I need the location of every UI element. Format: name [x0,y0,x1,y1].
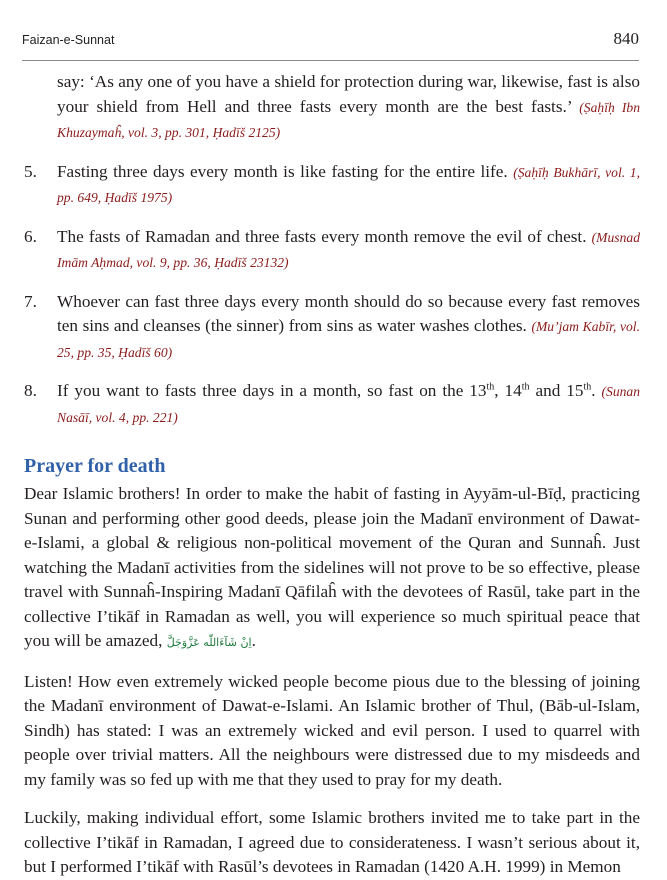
list-item [24,225,640,276]
list-text: Whoever can fast three days every month should do so because every fast removes ten sins and cleanses (the sinner) from sins as water washes clothes. [57,291,640,335]
list-text: If you want to fasts three days in a month, so fast on the 13 [57,381,487,400]
list-text: Fasting three days every month is like fasting for the entire life. [57,161,514,181]
list-item [24,290,640,366]
reference: (Ṣaḥīḥ Ibn Khuzaymaĥ, vol. 3, pp. 301, Ḥadīš 2125) [57,99,640,140]
list-number: 8. [24,381,37,400]
list-text: . [591,381,602,400]
list-text: , 14 [494,381,522,400]
reference: (Mu’jam Kabīr, vol. 25, pp. 35, Ḥadīš 60) [57,319,640,360]
paragraph-text: say: ‘As any one of you have a shield for protection during war, likewise, fast is also your shield from Hell and three fasts every month are the best fasts.’ [57,72,640,116]
list-item [24,379,640,430]
list-number: 5. [24,161,37,181]
reference: (Sunan Nasāī, vol. 4, pp. 221) [57,384,641,425]
page-header [22,0,639,61]
paragraph-text: Dear Islamic brothers! In order to make the habit of fasting in Ayyām-ul-Bīḍ, practicing Sunan and performing other good deeds, please join the Madanī environment of Dawat-e-Islami, a global & religious non-political movement of the Quran and Sunnaĥ. Just watching the Madanī activities from the sidelines will not prove to be so effective, please travel with Sunnaĥ-Inspiring Madanī Qāfilaĥ with the devotees of Rasūl, take part in the collective I’tikāf in Ramadan as well, you will experience so much spiritual peace that you will be amazed, [24,484,640,650]
ordinal-suffix: th [583,381,592,393]
running-title: Faizan-e-Sunnat [22,33,115,47]
list-number: 6. [24,226,37,246]
list-text: and 15 [529,381,584,400]
section-heading: Prayer for death [24,455,166,477]
list-item [24,160,640,211]
body-paragraph: Listen! How even extremely wicked people become pious due to the blessing of joining the Madanī environment of Dawat-e-Islami. An Islamic brother of Thul, (Bāb-ul-Islam, Sindh) has stated: I was an extremely wicked and evil person. I used to quarrel with people over trivial matters. All the neighbours were distressed due to my misdeeds and my family was so fed up with me that they used to pray for my death. [24,671,640,789]
body-paragraph: Luckily, making individual effort, some Islamic brothers invited me to take part in the collective I’tikāf in Ramadan, I agreed due to considerateness. I wasn’t serious about it, but I performed I’tikāf with Rasūl’s devotees in Ramadan (1420 A.H. 1999) in Memon [24,808,640,876]
list-text: The fasts of Ramadan and three fasts every month remove the evil of chest. [57,226,592,246]
page-content [24,70,640,880]
page-number: 840 [613,29,639,48]
continued-paragraph [24,70,640,146]
reference: (Musnad Imām Aḥmad, vol. 9, pp. 36, Ḥadīš 23132) [57,229,640,270]
paragraph-end: . [251,631,256,650]
ordinal-suffix: th [521,381,530,393]
reference: (Ṣaḥīḥ Bukhārī, vol. 1, pp. 649, Ḥadīš 1975) [57,164,640,205]
list-number: 7. [24,291,37,311]
arabic-phrase: اِنْ شَآءَاللّٰه عَزَّوَجَلَّ [166,636,252,649]
body-paragraph [24,482,640,656]
ordinal-suffix: th [486,381,495,393]
